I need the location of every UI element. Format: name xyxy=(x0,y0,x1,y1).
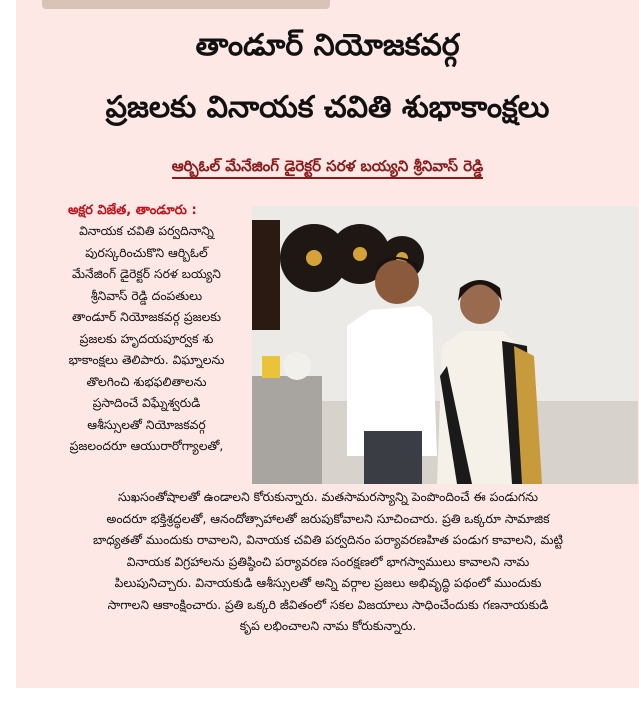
column-line: మేనేజింగ్ డైరెక్టర్ సరళ బయ్యని xyxy=(72,267,221,281)
body-line: వినాయక విగ్రహాలను ప్రతిష్ఠించి పర్యావరణ సంరక్షణలో భాగస్వాములు కావాలని నామ xyxy=(126,554,530,569)
column-line: ప్రజలకు హృదయపూర్వక శు xyxy=(79,331,214,346)
body-line: బాధ్యతతో ముందుకు రావాలని, వినాయక చవితి పర్వదినం పర్యావరణహిత పండుగ కావాలని, మట్టి xyxy=(92,533,564,547)
byline: అక్షర విజేత, తాండూరు : xyxy=(68,203,197,218)
subheadline xyxy=(16,157,639,179)
headline-line-2: ప్రజలకు వినాయక చవితి శుభాకాంక్షలు xyxy=(105,90,550,125)
column-line: తొలగించి శుభఫలితాలను xyxy=(86,374,207,389)
column-line: శ్రీనివాస్ రెడ్డి దంపతులు xyxy=(90,288,203,303)
headline-line-1: తాండూర్ నియోజకవర్గ xyxy=(195,28,460,63)
body-line: పిలుపునిచ్చారు. వినాయకుడి ఆశీస్సులతో అన్ని వర్గాల ప్రజలు అభివృద్ధి పథంలో ముందుకు xyxy=(114,576,542,590)
top-photo-strip xyxy=(42,0,330,9)
couple-photo xyxy=(252,206,638,484)
body-line: సాగాలని ఆకాంక్షించారు. ప్రతి ఒక్కరి జీవితంలో సకల విజయాలు సాధించేందుకు గణనాయకుడి xyxy=(107,597,549,612)
article-column xyxy=(44,221,249,458)
column-line: ప్రజలందరూ ఆయురారోగ్యాలతో, xyxy=(69,439,224,453)
body-line: అందరూ భక్తిశ్రద్ధలతో, ఆనందోత్సాహాలతో జరుపుకోవాలని సూచించారు. ప్రతి ఒక్కరూ సామాజిక xyxy=(106,511,550,526)
column-line: తాండూర్ నియోజకవర్గ ప్రజలకు xyxy=(72,310,221,324)
column-line: ఆశీస్సులతో నియోజకవర్గ xyxy=(87,417,206,432)
subheadline-text: ఆర్బిఓల్ మేనేజింగ్ డైరెక్టర్ సరళ బయ్యని శ్రీనివాస్ రెడ్డి xyxy=(172,157,484,179)
column-line: పురస్కరించుకొని ఆర్బిఓల్ xyxy=(85,245,208,260)
column-line: వినాయక చవితి పర్వదినాన్ని xyxy=(79,224,214,238)
body-line: కృప లభించాలని నామ కోరుకున్నారు. xyxy=(239,619,417,633)
article-continuation xyxy=(22,487,634,638)
column-line: భాకాంక్షలు తెలిపారు. విఘ్నాలను xyxy=(68,353,225,367)
column-line: ప్రసాదించే విఘ్నేశ్వరుడి xyxy=(92,396,201,410)
body-line: సుఖసంతోషాలతో ఉండాలని కోరుకున్నారు. మతసామరస్యాన్ని పెంపొందించే ఈ పండుగను xyxy=(117,490,539,504)
